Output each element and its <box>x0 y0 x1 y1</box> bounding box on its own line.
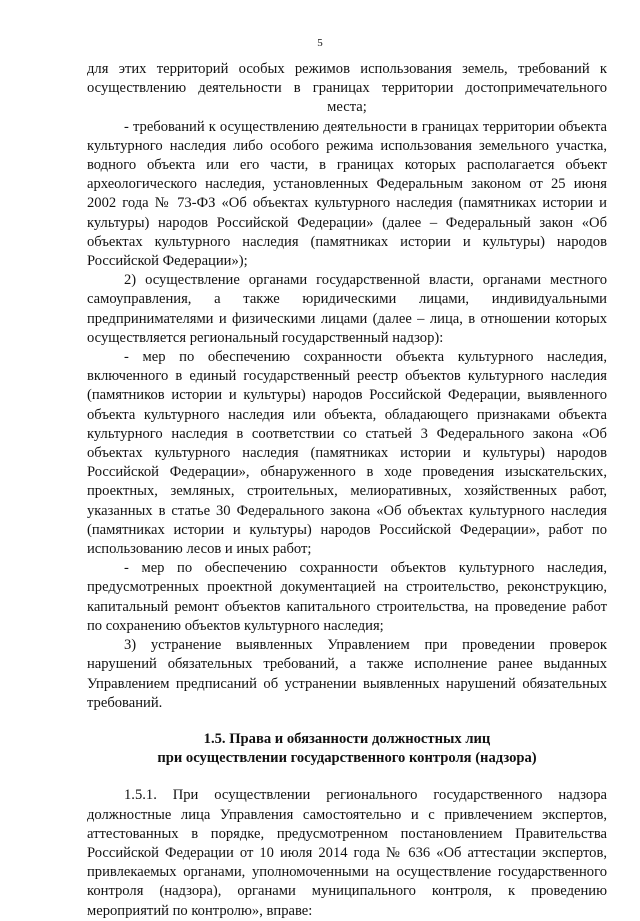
document-body <box>87 60 607 921</box>
paragraph: 1.5.1. При осуществлении регионального государственного надзора должностные лица Управления самостоятельно и с привлечением экспертов, аттестованных в порядке, предусмотренном постановлением Правительства Российской Федерации от 10 июля 2014 года № 636 «Об аттестации экспертов, привлекаемых органами, уполномоченными на осуществление государственного контроля (надзора), органами муниципального контроля, к проведению мероприятий по контролю», вправе: <box>87 787 607 919</box>
section-heading <box>87 730 607 768</box>
paragraphs-top <box>87 60 607 713</box>
paragraph: - мер по обеспечению сохранности объекта культурного наследия, включенного в единый государственный реестр объектов культурного наследия (памятников истории и культуры) народов Российской Федерации, выявленного объекта культурного наследия или объекта, обладающего признаками объекта культурного наследия в соответствии со статьей 3 Федерального закона «Об объектах культурного наследия (памятниках истории и культуры) народов Российской Федерации», обнаруженного в ходе проведения изыскательских, проектных, земляных, строительных, мелиоративных, хозяйственных работ, указанных в статье 30 Федерального закона «Об объектах культурного наследия (памятниках истории и культуры) народов Российской Федерации», работ по использованию лесов и иных работ; <box>87 349 607 558</box>
paragraphs-bottom <box>87 786 607 920</box>
paragraph: - требований к осуществлению деятельности в границах территории объекта культурного наследия либо особого режима использования земельного участка, водного объекта или его части, в границах которых располагается объект археологического наследия, установленных Федеральным законом от 25 июня 2002 года № 73-ФЗ «Об объектах культурного наследия (памятниках истории и культуры) народов Российской Федерации» (далее – Федеральный закон «Об объектах культурного наследия (памятниках истории и культуры) народов Российской Федерации»); <box>87 118 607 270</box>
page-number: 5 <box>317 37 323 49</box>
section-heading-line-2: при осуществлении государственного контроля (надзора) <box>157 750 537 767</box>
section-heading-line-1: 1.5. Права и обязанности должностных лиц <box>203 730 491 747</box>
paragraph: 2) осуществление органами государственной власти, органами местного самоуправления, а также юридическими лицами, индивидуальными предпринимателями и физическими лицами (далее – лица, в отношении которых осуществляется региональный государственный надзор): <box>87 272 607 346</box>
paragraph: - мер по обеспечению сохранности объектов культурного наследия, предусмотренных проектной документацией на строительство, реконструкцию, капитальный ремонт объектов капитального строительства, на проведение работ по сохранению объектов культурного наследия; <box>87 560 607 634</box>
paragraph: для этих территорий особых режимов использования земель, требований к осуществлению деятельности в границах территории достопримечательного места; <box>87 61 607 116</box>
paragraph: 3) устранение выявленных Управлением при проведении проверок нарушений обязательных требований, а также исполнение ранее выданных Управлением предписаний об устранении выявленных нарушений обязательных требований. <box>87 637 607 711</box>
